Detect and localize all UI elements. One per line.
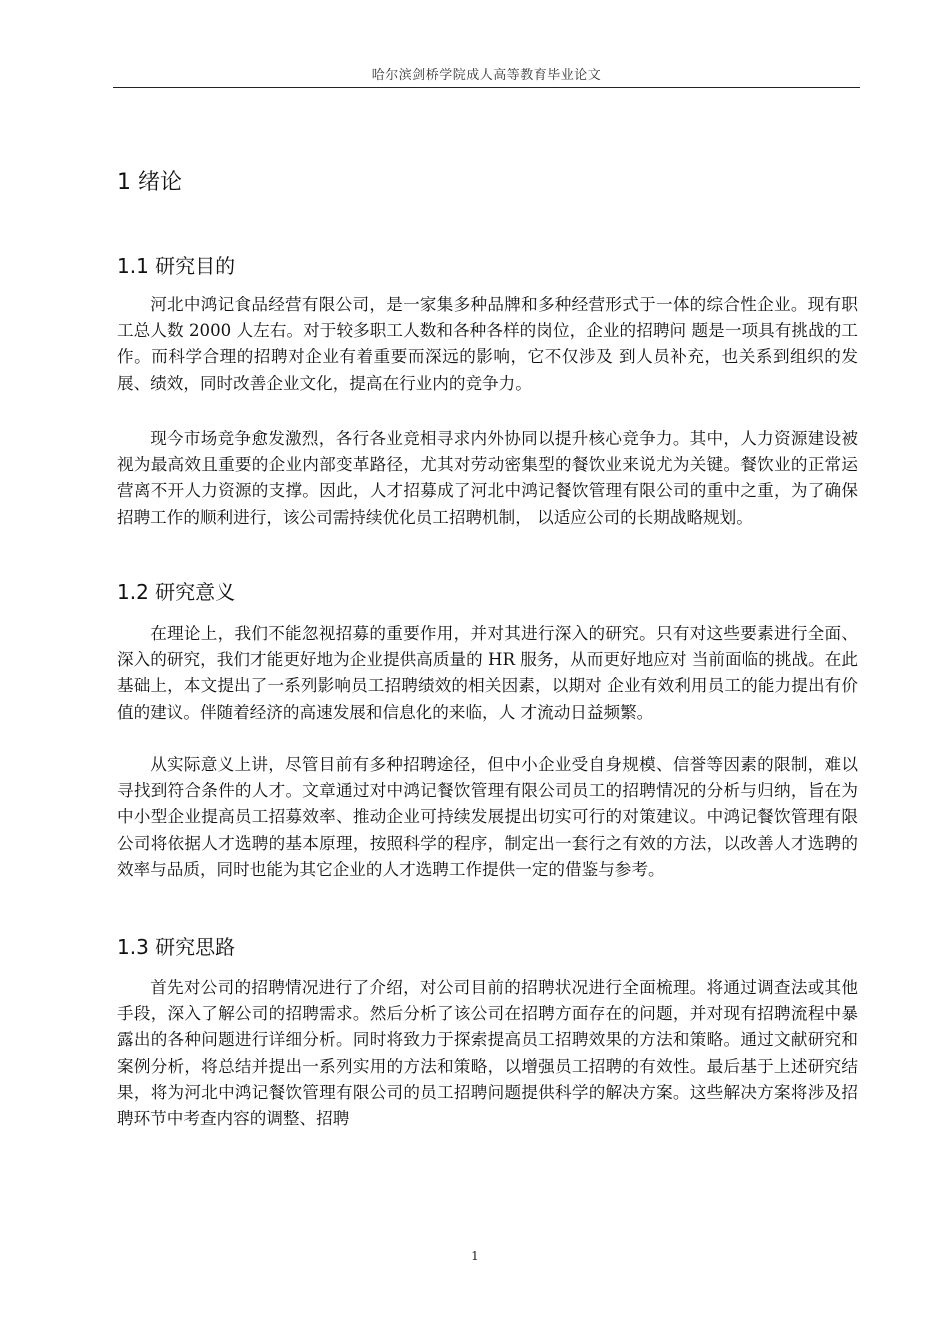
paragraph: 首先对公司的招聘情况进行了介绍，对公司目前的招聘状况进行全面梳理。将通过调查法或其他手段，深入了解公司的招聘需求。然后分析了该公司在招聘方面存在的问题，并对现有招聘流程中暴露出的各种问题进行详细分析。同时将致力于探索提高员工招聘效果的方法和策略。通过文献研究和案例分析，将总结并提出一系列实用的方法和策略，以增强员工招聘的有效性。最后基于上述研究结果，将为河北中鸿记餐饮管理有限公司的员工招聘问题提供科学的解决方案。这些解决方案将涉及招聘环节中考查内容的调整、招聘 — [117, 978, 858, 1129]
section-heading-1-1: 1.1 研究目的 — [117, 254, 236, 278]
page-header: 哈尔滨剑桥学院成人高等教育毕业论文 — [371, 68, 602, 83]
section-heading-1-3: 1.3 研究思路 — [117, 935, 236, 959]
section-heading-1-2: 1.2 研究意义 — [117, 580, 236, 604]
paragraph: 从实际意义上讲，尽管目前有多种招聘途径，但中小企业受自身规模、信誉等因素的限制，难以寻找到符合条件的人才。文章通过对中鸿记餐饮管理有限公司员工的招聘情况的分析与归纳，旨在为中小型企业提高员工招募效率、推动企业可持续发展提出切实可行的对策建议。中鸿记餐饮管理有限公司将依据人才选聘的基本原理，按照科学的程序，制定出一套行之有效的方法，以改善人才选聘的效率与品质，同时也能为其它企业的人才选聘工作提供一定的借鉴与参考。 — [117, 755, 858, 879]
chapter-title: 1 绪论 — [117, 170, 182, 195]
paragraph: 河北中鸿记食品经营有限公司，是一家集多种品牌和多种经营形式于一体的综合性企业。现有职工总人数 2000 人左右。对于较多职工人数和各种各样的岗位，企业的招聘问 题是一项具有挑战的工作。而科学合理的招聘对企业有着重要而深远的影响，它不仅涉及 到人员补充，也关系到组织的发展、绩效，同时改善企业文化，提高在行业内的竞争力。 — [117, 295, 858, 393]
page-number: 1 — [471, 1249, 479, 1263]
header-divider — [113, 87, 860, 88]
paragraph: 在理论上，我们不能忽视招募的重要作用，并对其进行深入的研究。只有对这些要素进行全面、深入的研究，我们才能更好地为企业提供高质量的 HR 服务，从而更好地应对 当前面临的挑战。在此基础上，本文提出了一系列影响员工招聘绩效的相关因素，以期对 企业有效利用员工的能力提出有价值的建议。伴随着经济的高速发展和信息化的来临，人 才流动日益频繁。 — [117, 624, 858, 722]
paragraph: 现今市场竞争愈发激烈，各行各业竞相寻求内外协同以提升核心竞争力。其中，人力资源建设被视为最高效且重要的企业内部变革路径，尤其对劳动密集型的餐饮业来说尤为关键。餐饮业的正常运营离不开人力资源的支撑。因此，人才招募成了河北中鸿记餐饮管理有限公司的重中之重，为了确保招聘工作的顺利进行，该公司需持续优化员工招聘机制， 以适应公司的长期战略规划。 — [117, 429, 858, 527]
